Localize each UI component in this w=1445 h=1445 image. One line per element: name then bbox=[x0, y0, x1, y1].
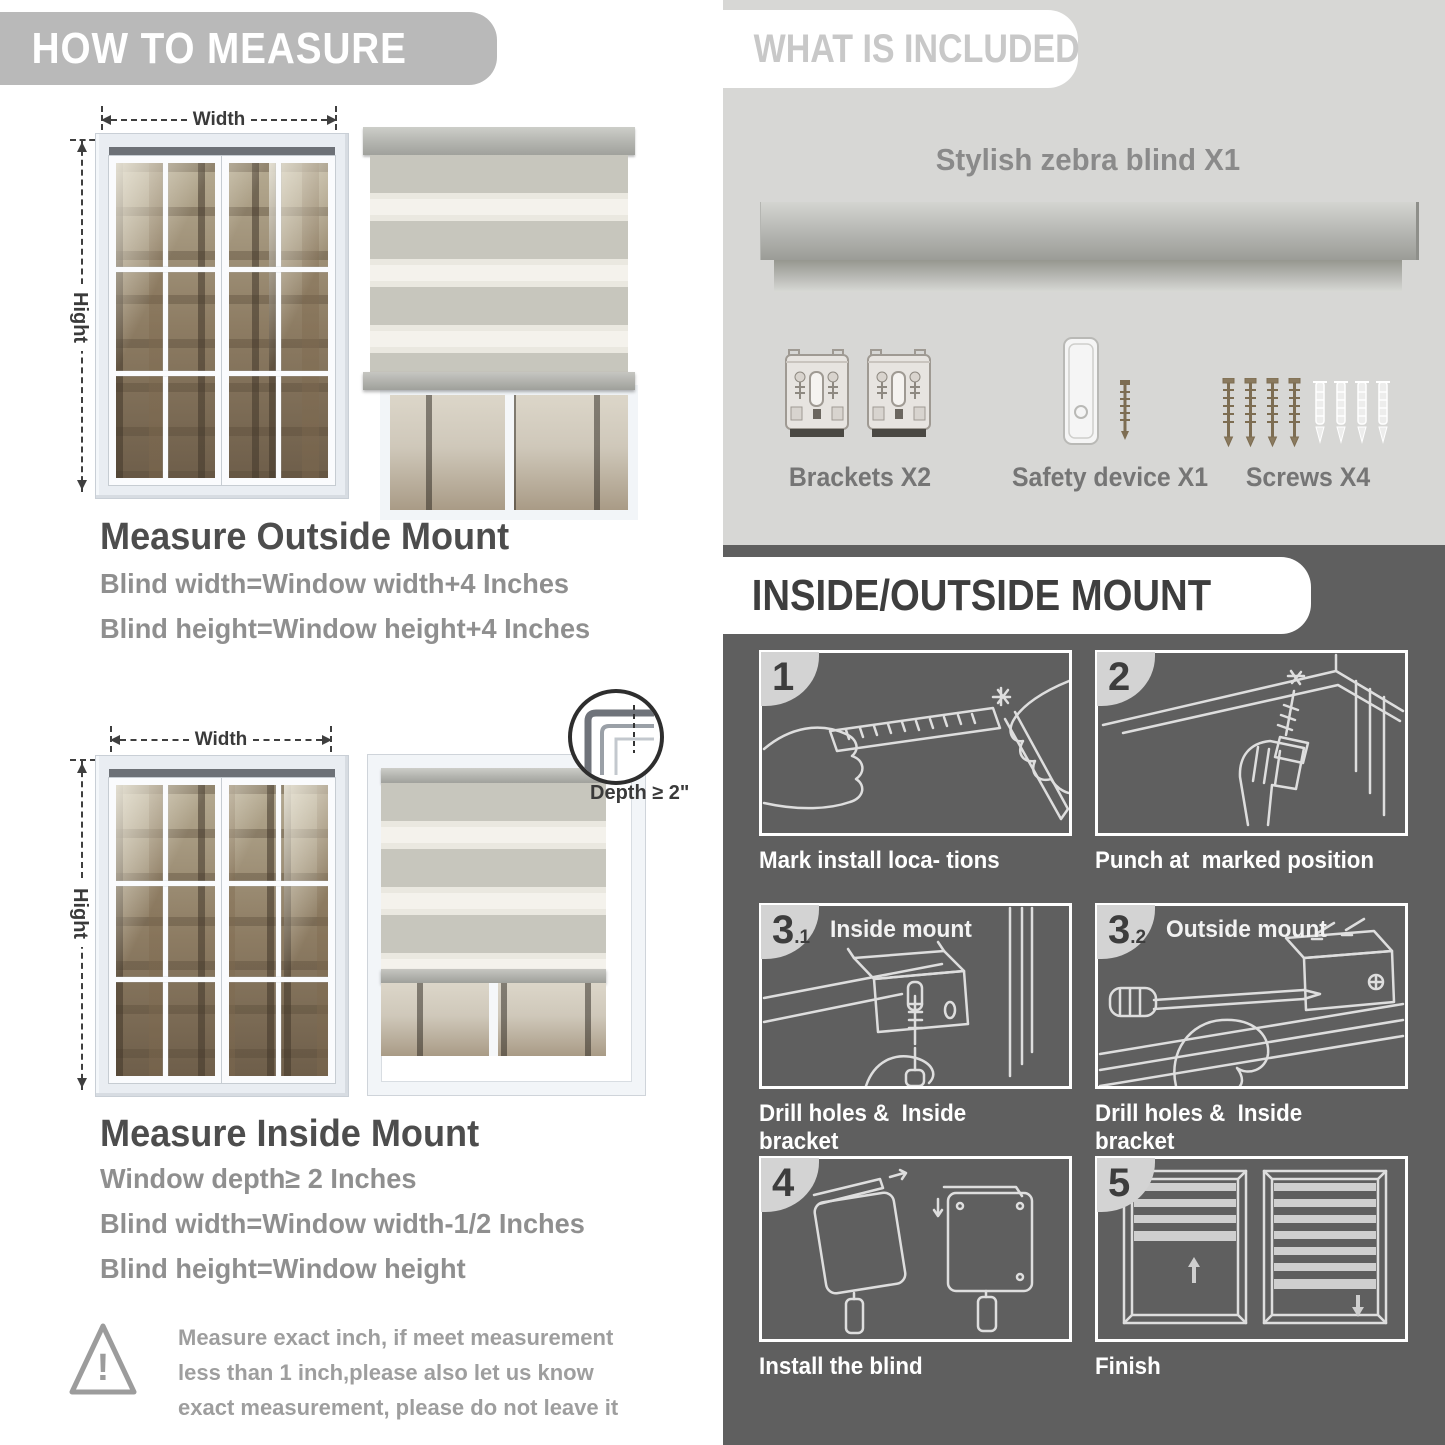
window-casement bbox=[222, 778, 335, 1083]
blind-cassette bbox=[363, 127, 635, 155]
step-5-caption: Finish bbox=[1095, 1353, 1161, 1380]
height-label: Hight bbox=[66, 284, 94, 351]
blind-cassette-lip bbox=[774, 260, 1402, 292]
inside-mount-line2: Blind width=Window width-1/2 Inches bbox=[100, 1208, 585, 1239]
step-4-panel bbox=[759, 1156, 1072, 1342]
svg-text:!: ! bbox=[96, 1347, 110, 1389]
step-2 bbox=[1095, 650, 1408, 875]
step-1-panel bbox=[759, 650, 1072, 836]
product-label: Stylish zebra blind X1 bbox=[935, 142, 1241, 177]
what-is-included-header bbox=[723, 10, 1078, 88]
step-number-badge: 2 bbox=[1097, 652, 1155, 706]
step-2-panel bbox=[1095, 650, 1408, 836]
blind-fabric bbox=[381, 783, 606, 969]
zebra-blind-photo-outside bbox=[363, 127, 635, 500]
step-number-badge: 4 bbox=[761, 1158, 819, 1212]
window-behind-blind bbox=[381, 983, 606, 1056]
inside-outside-mount-header bbox=[723, 557, 1311, 634]
window-casement bbox=[109, 156, 222, 485]
width-arrow-icon bbox=[110, 729, 332, 751]
safety-device-caption: Safety device X1 bbox=[1011, 462, 1209, 492]
measure-note: Measure exact inch, if meet measurement less than 1 inch,please also let us know exact measurement, please do not leave it bbox=[178, 1325, 619, 1420]
outside-mount-line2: Blind height=Window height+4 Inches bbox=[100, 613, 591, 644]
step-5 bbox=[1095, 1156, 1408, 1381]
step-1 bbox=[759, 650, 1072, 875]
inside-mount-line1: Window depth≥ 2 Inches bbox=[100, 1163, 417, 1194]
screws-caption: Screws X4 bbox=[1245, 462, 1371, 492]
window-photo-outside bbox=[95, 133, 349, 499]
screws-icon bbox=[1220, 378, 1396, 452]
step-3-2-caption: Drill holes & Inside bracket bbox=[1095, 1100, 1309, 1155]
brackets-caption: Brackets X2 bbox=[788, 462, 932, 492]
window-behind-blind bbox=[380, 385, 638, 520]
inside-outside-mount-title: INSIDE/OUTSIDE MOUNT bbox=[751, 570, 1212, 620]
step-2-caption: Punch at marked position bbox=[1095, 847, 1375, 874]
what-is-included-title: WHAT IS INCLUDED bbox=[753, 26, 1080, 71]
step-3-2-label: Outside mount bbox=[1166, 916, 1327, 943]
step-number-badge: 3 .1 bbox=[761, 905, 819, 959]
blind-bottom-rail bbox=[381, 969, 606, 983]
inside-mount-title: Measure Inside Mount bbox=[100, 1113, 480, 1155]
blind-cassette-image bbox=[760, 202, 1419, 260]
step-5-panel bbox=[1095, 1156, 1408, 1342]
step-3-1-caption: Drill holes & Inside bracket bbox=[759, 1100, 973, 1155]
screw-icon bbox=[1120, 380, 1130, 440]
step-1-caption: Mark install loca- tions bbox=[759, 847, 1000, 874]
step-4-caption: Install the blind bbox=[759, 1353, 923, 1380]
window-top-recess bbox=[109, 769, 335, 778]
magnifier-icon bbox=[568, 689, 664, 785]
step-3-2 bbox=[1095, 903, 1408, 1156]
warning-triangle-icon bbox=[66, 1318, 140, 1402]
zebra-blind-photo-inside bbox=[368, 755, 645, 1095]
blind-bottom-rail bbox=[363, 372, 635, 390]
height-label: Hight bbox=[66, 880, 94, 947]
anchor-icon bbox=[1313, 382, 1390, 442]
window-top-recess bbox=[109, 147, 335, 156]
how-to-measure-header bbox=[0, 12, 497, 85]
depth-label: Depth ≥ 2" bbox=[590, 782, 690, 804]
step-number-badge: 5 bbox=[1097, 1158, 1155, 1212]
step-number-badge: 3 .2 bbox=[1097, 905, 1155, 959]
inside-mount-line3: Blind height=Window height bbox=[100, 1253, 466, 1284]
step-3-1-label: Inside mount bbox=[830, 916, 972, 943]
outside-mount-title: Measure Outside Mount bbox=[100, 516, 510, 558]
outside-mount-line1: Blind width=Window width+4 Inches bbox=[100, 568, 570, 599]
width-arrow-icon bbox=[101, 109, 337, 131]
window-casement bbox=[222, 156, 335, 485]
step-3-1-panel bbox=[759, 903, 1072, 1089]
window-casement bbox=[109, 778, 222, 1083]
safety-device-icon bbox=[1058, 336, 1148, 448]
blind-fabric bbox=[370, 155, 628, 372]
step-number-badge: 1 bbox=[761, 652, 819, 706]
brackets-icon bbox=[783, 346, 933, 442]
blind-cassette bbox=[381, 768, 606, 783]
window-photo-inside bbox=[95, 755, 349, 1097]
step-4 bbox=[759, 1156, 1072, 1381]
width-label: Width bbox=[194, 729, 248, 750]
step-3-2-panel bbox=[1095, 903, 1408, 1089]
step-3-1 bbox=[759, 903, 1072, 1156]
width-label: Width bbox=[192, 109, 246, 130]
how-to-measure-title: HOW TO MEASURE bbox=[31, 23, 407, 73]
